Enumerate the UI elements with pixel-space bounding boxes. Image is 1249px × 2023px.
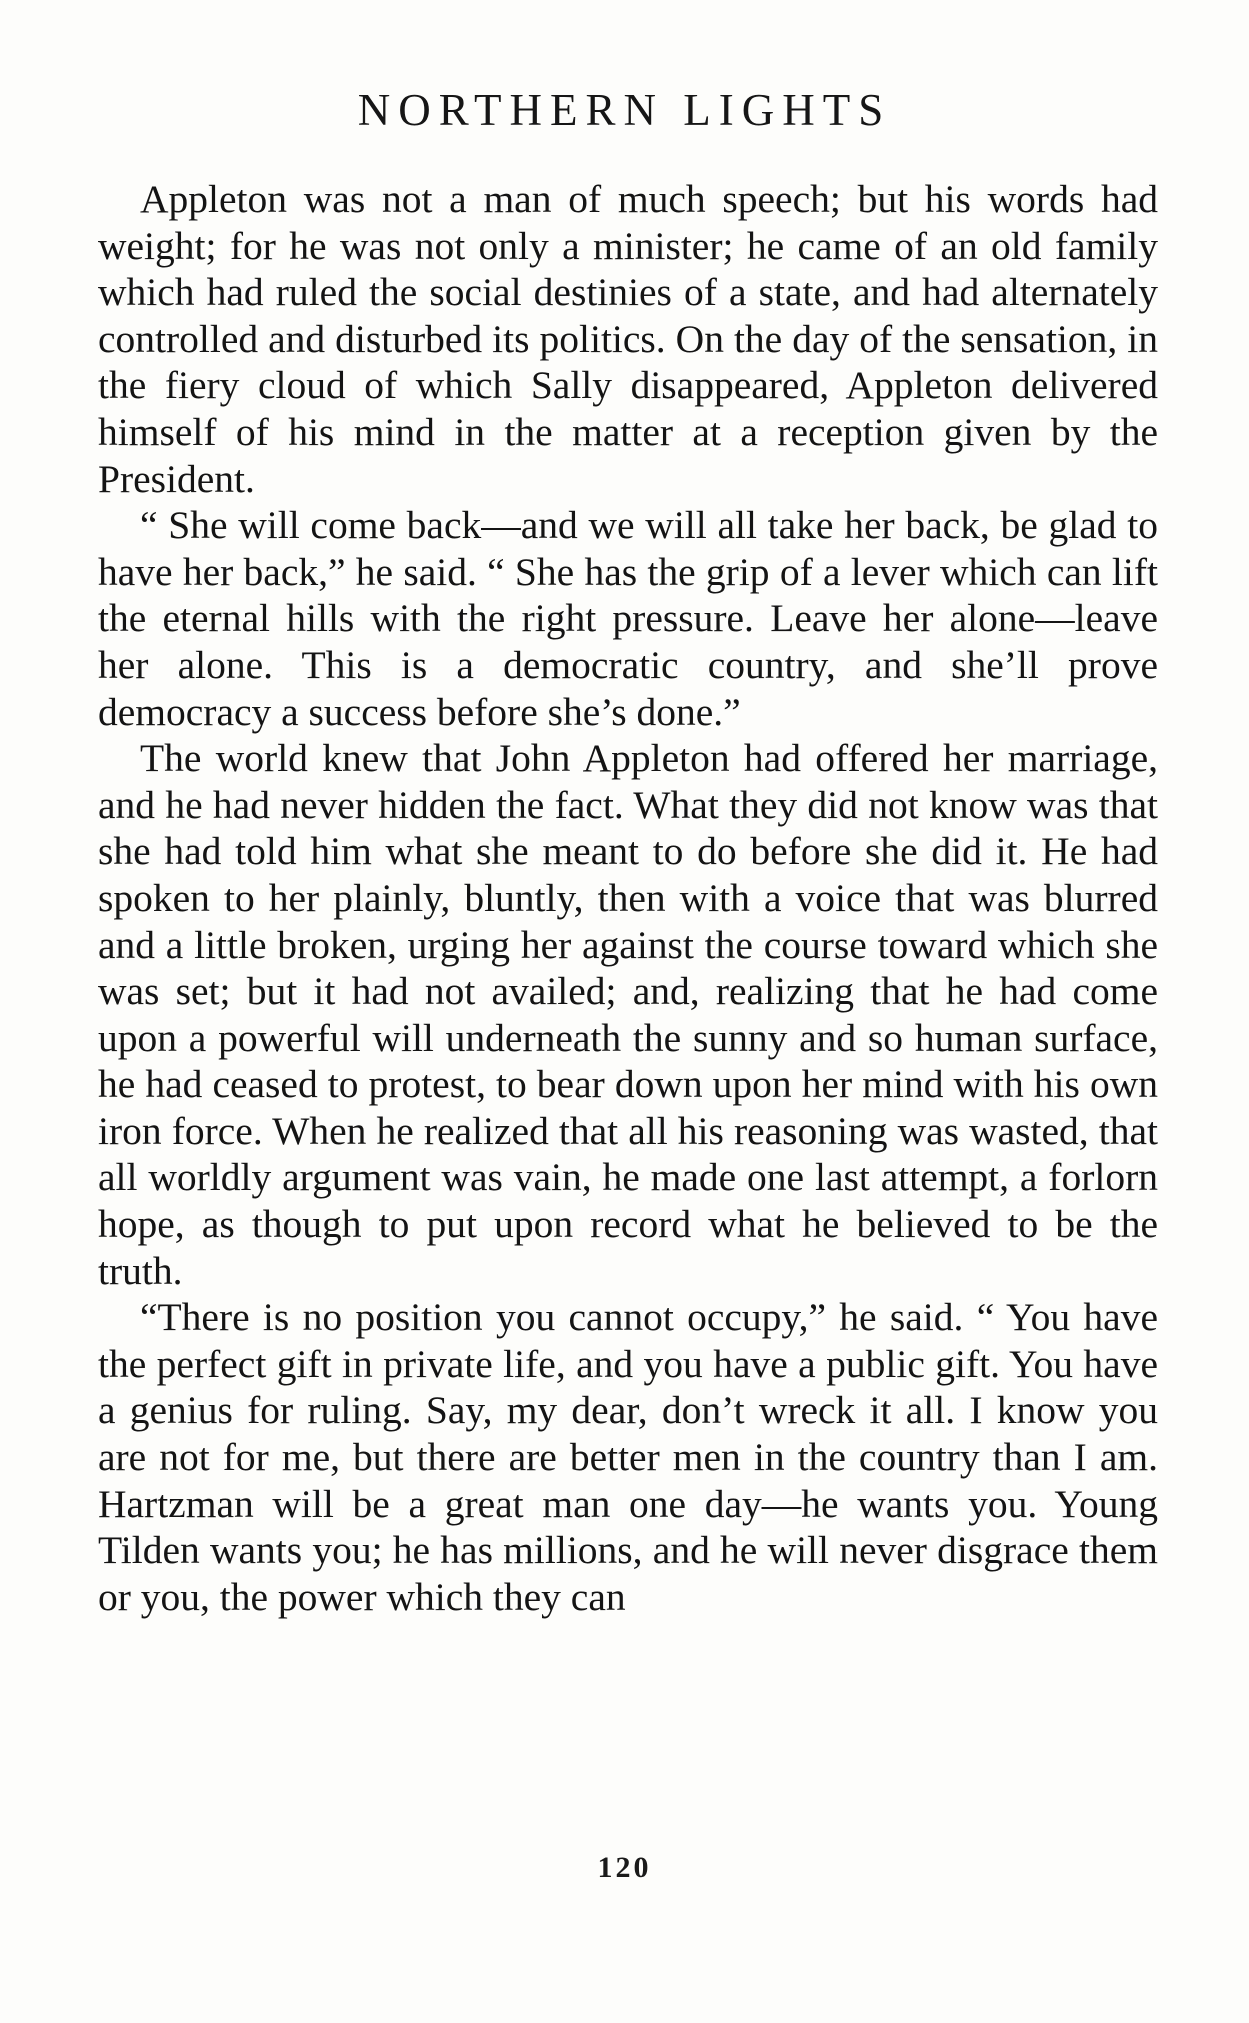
- paragraph: “There is no position you cannot occupy,” he said. “ You have the perfect gift in private life, and you have a public gift. You have a genius for ruling. Say, my dear, don’t wreck it all. I know you are not for me, but there are better men in the country than I am. Hartzman will be a great man one day—he wants you. Young Tilden wants you; he has millions, and he will never disgrace them or you, the power which they can: [98, 1295, 1158, 1619]
- paragraph: The world knew that John Appleton had offered her marriage, and he had never hidden the fact. What they did not know was that she had told him what she meant to do before she did it. He had spoken to her plainly, bluntly, then with a voice that was blurred and a little broken, urging her against the course toward which she was set; but it had not availed; and, realizing that he had come upon a powerful will underneath the sunny and so human surface, he had ceased to protest, to bear down upon her mind with his own iron force. When he realized that all his reasoning was wasted, that all worldly argument was vain, he made one last attempt, a forlorn hope, as though to put upon record what he believed to be the truth.: [98, 736, 1158, 1293]
- paragraph: “ She will come back—and we will all take her back, be glad to have her back,” he said. “ She has the grip of a lever which can lift the eternal hills with the right pressure. Leave her alone—leave her alone. This is a democratic country, and she’ll prove democracy a success before she’s done.”: [98, 503, 1158, 734]
- page-number: 120: [597, 1851, 652, 1884]
- paragraph: Appleton was not a man of much speech; but his words had weight; for he was not only a minister; he came of an old family which had ruled the social destinies of a state, and had alternately controlled and disturbed its politics. On the day of the sensation, in the fiery cloud of which Sally disappeared, Appleton delivered himself of his mind in the matter at a reception given by the President.: [98, 177, 1158, 501]
- body-text: [98, 176, 1158, 1620]
- running-title: NORTHERN LIGHTS: [357, 85, 892, 135]
